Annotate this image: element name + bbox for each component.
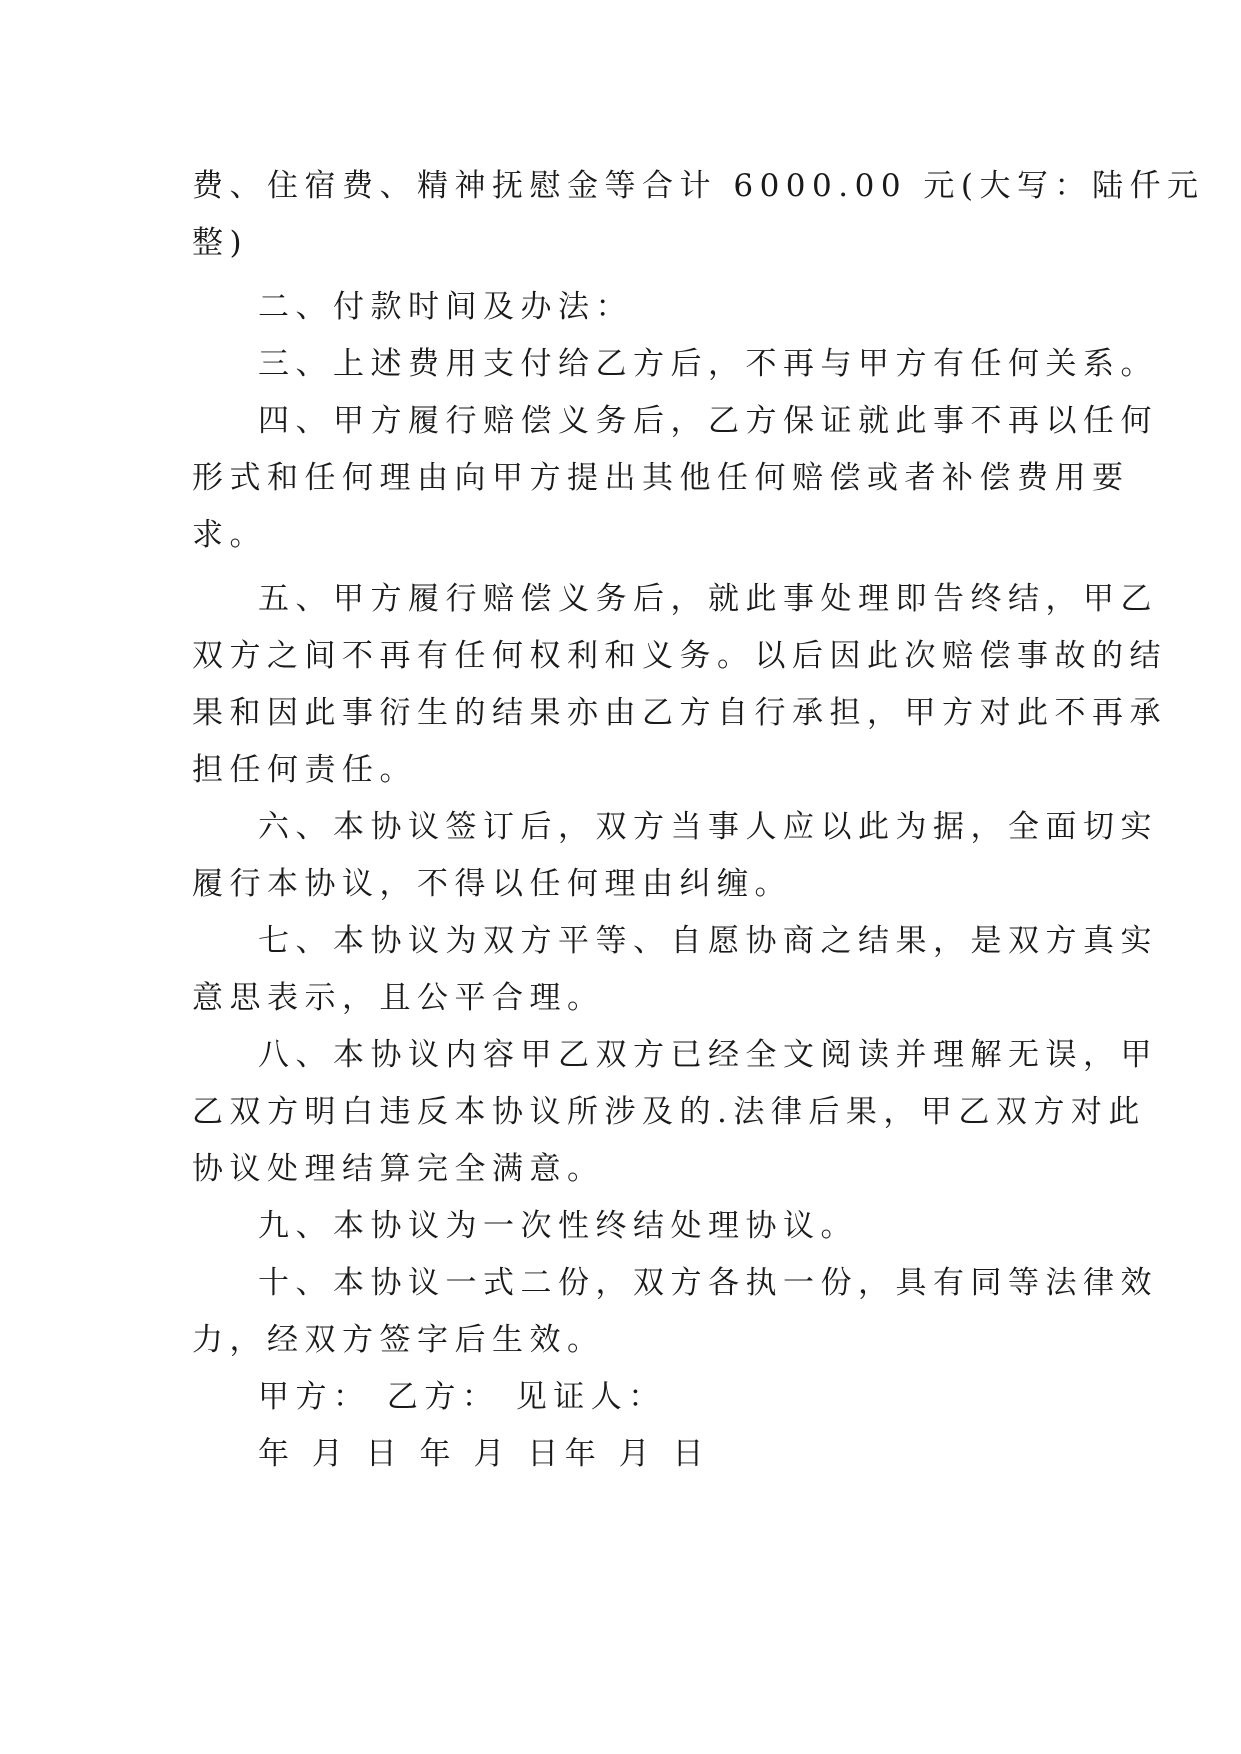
text-line: 果和因此事衍生的结果亦由乙方自行承担，甲方对此不再承 bbox=[192, 695, 1167, 731]
clause-6: 六、本协议签订后，双方当事人应以此为据，全面切实 bbox=[258, 809, 1158, 845]
clause-4: 四、甲方履行赔偿义务后，乙方保证就此事不再以任何 bbox=[258, 403, 1158, 439]
clause-2-title: 二、付款时间及办法： bbox=[258, 289, 633, 325]
clause-5: 五、甲方履行赔偿义务后，就此事处理即告终结，甲乙 bbox=[258, 581, 1158, 617]
text-line: 形式和任何理由向甲方提出其他任何赔偿或者补偿费用要 bbox=[192, 460, 1130, 496]
text-line: 协议处理结算完全满意。 bbox=[192, 1151, 605, 1187]
text-line: 履行本协议，不得以任何理由纠缠。 bbox=[192, 866, 792, 902]
clause-10: 十、本协议一式二份，双方各执一份，具有同等法律效 bbox=[258, 1265, 1158, 1301]
text-line: 力，经双方签字后生效。 bbox=[192, 1322, 605, 1358]
text-line: 整) bbox=[192, 225, 249, 261]
text-line: 费、住宿费、精神抚慰金等合计 6000.00 元(大写：陆仟元 bbox=[192, 168, 1205, 204]
text-line: 双方之间不再有任何权利和义务。以后因此次赔偿事故的结 bbox=[192, 638, 1167, 674]
document-body bbox=[192, 158, 1205, 1483]
signature-dates: 年 月 日 年 月 日年 月 日 bbox=[258, 1436, 710, 1472]
text-line: 求。 bbox=[192, 517, 267, 553]
clause-7: 七、本协议为双方平等、自愿协商之结果，是双方真实 bbox=[258, 923, 1158, 959]
clause-9: 九、本协议为一次性终结处理协议。 bbox=[258, 1208, 858, 1244]
text-line: 乙双方明白违反本协议所涉及的.法律后果，甲乙双方对此 bbox=[192, 1094, 1146, 1130]
signature-parties: 甲方： 乙方： 见证人： bbox=[258, 1379, 666, 1415]
clause-3: 三、上述费用支付给乙方后，不再与甲方有任何关系。 bbox=[258, 346, 1158, 382]
clause-8: 八、本协议内容甲乙双方已经全文阅读并理解无误，甲 bbox=[258, 1037, 1158, 1073]
text-line: 意思表示，且公平合理。 bbox=[192, 980, 605, 1016]
text-line: 担任何责任。 bbox=[192, 752, 417, 788]
